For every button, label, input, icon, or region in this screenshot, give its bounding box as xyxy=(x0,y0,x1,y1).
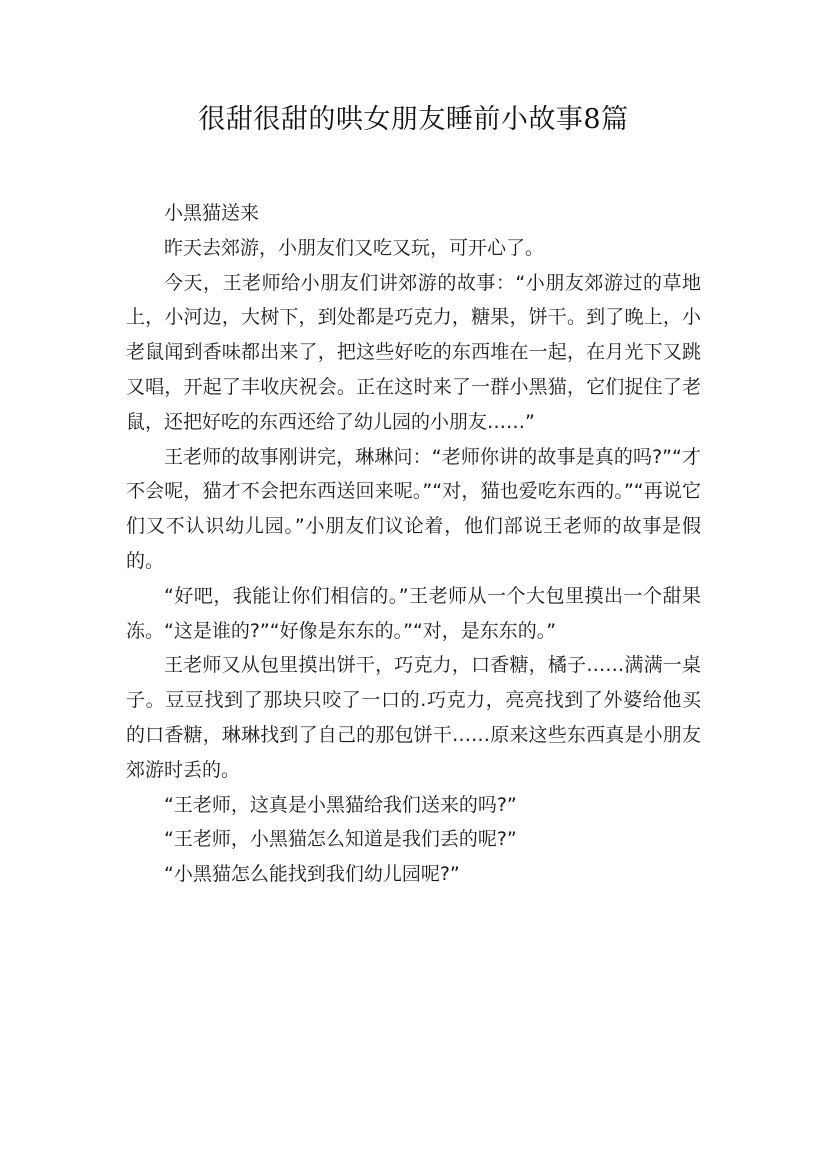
paragraph: 王老师又从包里摸出饼干，巧克力，口香糖，橘子……满满一桌子。豆豆找到了那块只咬了一口的.巧克力，亮亮找到了外婆给他买的口香糖，琳琳找到了自己的那包饼干……原来这些东西真是小朋友郊游时丢的。 xyxy=(126,654,701,781)
paragraph: “王老师，小黑猫怎么知道是我们丢的呢?” xyxy=(164,828,517,851)
paragraph: 今天，王老师给小朋友们讲郊游的故事：“小朋友郊游过的草地上，小河边，大树下，到处都是巧克力，糖果，饼干。到了晚上，小老鼠闻到香味都出来了，把这些好吃的东西堆在一起，在月光下又跳又唱，开起了丰收庆祝会。正在这时来了一群小黑猫，它们捉住了老鼠，还把好吃的东西还给了幼儿园的小朋友……” xyxy=(126,271,701,433)
paragraph: 王老师的故事刚讲完，琳琳问：“老师你讲的故事是真的吗?”“才不会呢，猫才不会把东西送回来呢。”“对，猫也爱吃东西的。”“再说它们又不认识幼儿园。”小朋友们议论着，他们部说王老师的故事是假的。 xyxy=(126,445,701,572)
document-title: 很甜很甜的哄女朋友睡前小故事8篇 xyxy=(198,104,629,135)
paragraph: “好吧，我能让你们相信的。”王老师从一个大包里摸出一个甜果冻。“这是谁的?”“好像是东东的。”“对，是东东的。” xyxy=(126,584,701,642)
paragraph: 昨天去郊游，小朋友们又吃又玩，可开心了。 xyxy=(164,236,545,259)
document-body xyxy=(126,196,701,892)
paragraph: “小黑猫怎么能找到我们幼儿园呢?” xyxy=(164,863,460,886)
section-heading: 小黑猫送来 xyxy=(164,202,260,224)
paragraph: “王老师，这真是小黑猫给我们送来的吗?” xyxy=(164,793,517,816)
